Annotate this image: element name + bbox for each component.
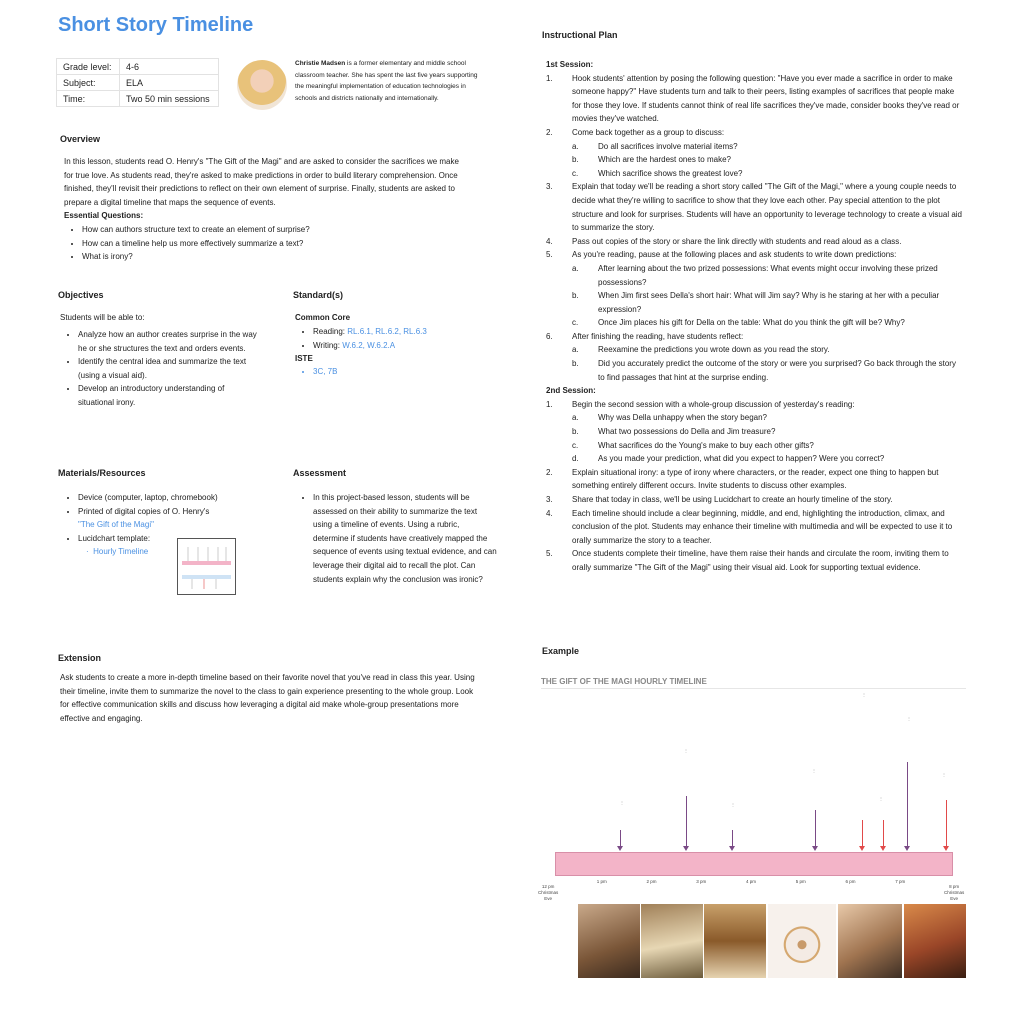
extension-heading: Extension [58, 653, 102, 663]
writing-label: Writing: [313, 340, 343, 350]
substep-text: Reexamine the predictions you wrote down as you read the story. [598, 345, 830, 355]
iste-heading: ISTE [295, 354, 313, 363]
plan-substep [546, 411, 964, 425]
timeline-arrow [686, 796, 687, 846]
step-text: Explain situational irony: a type of irony where characters, or the reader, expect one thing to happen but something entirely different occurs. Invite students to discuss other examples. [572, 467, 939, 491]
example-heading: Example [542, 646, 580, 656]
list-item [313, 325, 503, 339]
list-item: • What is irony? [82, 250, 482, 264]
arrowhead [683, 846, 689, 851]
overview-heading: Overview [60, 134, 101, 144]
info-label: Grade level: [57, 59, 120, 75]
substep-letter: a. [572, 345, 579, 355]
info-label: Time: [57, 91, 120, 107]
info-value: ELA [120, 75, 219, 91]
overview-text: In this lesson, students read O. Henry's "The Gift of the Magi" and are asked to consider the sacrifices we make for true love. As students read, they're asked to make predictions in order to build literary comprehension. Once finished, they'll revisit their predictions to reflect on their own element of surprise. Finally, students are asked to prepare a digital timeline that maps the sequence of events. [64, 157, 459, 207]
info-row [57, 75, 219, 91]
hour-tick-label: 5 pm [795, 879, 806, 884]
plan-substep [546, 140, 964, 154]
timeline-arrow [815, 810, 816, 846]
substep-text: Which sacrifice shows the greatest love? [598, 168, 743, 178]
story-illustration [641, 904, 703, 978]
arrowhead [859, 846, 865, 851]
hour-tick-label: 4 pm [746, 879, 757, 884]
info-row [57, 59, 219, 75]
step-number: 1. [546, 73, 553, 83]
step-text: Pass out copies of the story or share the link directly with students and read aloud as a class. [572, 236, 902, 246]
session-2-list [546, 398, 964, 575]
list-item: • Identify the central idea and summarize the text (using a visual aid). [78, 355, 262, 382]
timeline-end-label: 8 pm Christmas Eve [944, 884, 965, 901]
story-illustration [838, 904, 902, 978]
timeline-arrow [907, 762, 908, 846]
event-note: ⋮ [862, 692, 866, 697]
iste-standards-link[interactable]: • 3C, 7B [313, 365, 493, 379]
story-illustration [704, 904, 766, 978]
author-bio [295, 58, 480, 104]
step-text: Once students complete their timeline, have them raise their hands and circulate the room, inviting them to orally summarize "The Gift of the Magi" using their visual aid. Look for supporting textual evidence. [572, 549, 949, 572]
hour-tick-label: 6 pm [845, 879, 856, 884]
timeline-arrow [862, 820, 863, 846]
step-number: 5. [546, 250, 553, 260]
essential-questions-heading: Essential Questions: [64, 211, 144, 220]
substep-letter: d. [572, 454, 579, 464]
step-text: Come back together as a group to discuss: [572, 127, 725, 137]
substep-text: Do all sacrifices involve material items? [598, 141, 738, 151]
timeline-arrow [883, 820, 884, 846]
list-item: • Analyze how an author creates surprise in the way he or she structures the text and orders events. [78, 328, 262, 355]
session-2-heading: 2nd Session: [546, 386, 596, 396]
timeline-start-label: 12 pm Christmas Eve [538, 884, 559, 901]
plan-step [546, 248, 964, 262]
arrowhead [812, 846, 818, 851]
list-item: • In this project-based lesson, students will be assessed on their ability to summarize the text using a timeline of events. Using a rubric, determine if students have creatively mapped the sequence of events using textual evidence, and can leverage their digital aid to recall the plot. Can students explain why the conclusion was ironic? [313, 491, 497, 586]
plan-step [546, 507, 964, 548]
step-number: 1. [546, 399, 553, 409]
extension-text: Ask students to create a more in-depth timeline based on their favorite novel that you've read in class this year. Using their timeline, invite them to summarize the novel to the class to gain experience presenting to the whole group. Look for effective communication skills and discuss how leveraging a digital aid make whole-group presentations more effective and engaging. [60, 673, 475, 723]
event-note: ⋮ [907, 716, 911, 721]
story-illustration [578, 904, 640, 978]
plan-substep [546, 343, 964, 357]
info-label: Subject: [57, 75, 120, 91]
iste-list [297, 365, 493, 379]
list-item: • How can a timeline help us more effectively summarize a text? [82, 237, 482, 251]
plan-substep [546, 452, 964, 466]
author-bio-text: is a former elementary and middle school classroom teacher. She has spent the last five years supporting the meaningful implementation of education technologies in schools and districts nationally and internationally. [295, 60, 478, 102]
list-item [78, 505, 258, 532]
step-text: As you're reading, pause at the following places and ask students to write down predictions: [572, 250, 897, 260]
assessment-list [297, 491, 497, 586]
timeline-bar [555, 852, 953, 876]
plan-step [546, 72, 964, 126]
reading-standards-link[interactable]: RL.6.1, RL.6.2, RL.6.3 [347, 327, 427, 336]
hour-tick-label: 1 pm [596, 879, 607, 884]
plan-step [546, 330, 964, 344]
list-item: • Device (computer, laptop, chromebook) [78, 491, 258, 505]
event-note: ⋮ [620, 800, 624, 805]
substep-letter: a. [572, 413, 579, 423]
substep-text: What two possessions do Della and Jim treasure? [598, 427, 776, 437]
plan-substep [546, 262, 964, 289]
plan-step [546, 466, 964, 493]
lesson-info-table [56, 58, 219, 107]
step-number: 3. [546, 495, 553, 504]
objectives-heading: Objectives [58, 290, 104, 300]
substep-letter: a. [572, 263, 579, 273]
substep-letter: c. [572, 168, 579, 178]
timeline-arrow [732, 830, 733, 846]
hourly-timeline-link[interactable]: · Hourly Timeline [86, 547, 149, 556]
timeline-divider [541, 688, 966, 689]
plan-substep [546, 153, 964, 167]
instructional-plan-heading: Instructional Plan [542, 30, 618, 40]
author-name: Christie Madsen [295, 60, 346, 67]
step-text: Explain that today we'll be reading a short story called "The Gift of the Magi," where a young couple needs to decide what they're willing to sacrifice to show that they love each other. Pay special attention to the plot structure and look for surprises. Students will have an opportunity to leverage technology to create a visual aid to summarize the story. [572, 182, 962, 233]
substep-letter: b. [572, 427, 579, 437]
event-note: ⋮ [879, 796, 883, 801]
plan-step [546, 235, 964, 249]
common-core-heading: Common Core [295, 313, 351, 322]
plan-step [546, 180, 964, 234]
step-number: 2. [546, 467, 553, 477]
plan-step [546, 547, 964, 574]
step-number: 4. [546, 508, 553, 518]
thumbnail-graphic [178, 539, 235, 594]
step-text: Hook students' attention by posing the following question: "Have you ever made a sacrifice in order to make someone happy?" Have students turn and talk to their peers, listing examples of sacrifices that people make for those they love. If students cannot think of real life sacrifices they've made, consider books they've read or movies they've watched. [572, 73, 960, 124]
timeline-arrow [620, 830, 621, 846]
info-value: Two 50 min sessions [120, 91, 219, 107]
hour-tick-label: 7 pm [895, 879, 906, 884]
substep-letter: a. [572, 141, 579, 151]
page-title: Short Story Timeline [58, 14, 254, 36]
story-illustration [904, 904, 966, 978]
story-link[interactable]: "The Gift of the Magi" [78, 520, 154, 530]
objectives-intro: Students will be able to: [60, 313, 145, 322]
substep-letter: b. [572, 155, 579, 165]
timeline-arrow [946, 800, 947, 846]
event-note: ⋮ [731, 802, 735, 807]
substep-text: After learning about the two prized possessions: What events might occur involving these prized possessions? [598, 263, 938, 287]
session-1-heading: 1st Session: [546, 60, 594, 69]
step-text: Share that today in class, we'll be using Lucidchart to create an hourly timeline of the story. [572, 495, 893, 504]
reading-label: Reading: [313, 327, 348, 336]
timeline-template-thumbnail[interactable] [177, 538, 236, 595]
instructional-plan-body [546, 58, 964, 575]
plan-substep [546, 167, 964, 181]
step-text: After finishing the reading, have students reflect: [572, 331, 744, 341]
info-row [57, 91, 219, 107]
step-text: Each timeline should include a clear beginning, middle, and end, highlighting the introduction, climax, and conclusion of the plot. Students may enhance their timeline with multimedia and will be expected to use it to orally summarize the story to a teacher. [572, 508, 953, 545]
substep-text: Did you accurately predict the outcome of the story or were you surprised? Go back through the story to find passages that hint at the surprise ending. [598, 359, 956, 382]
step-number: 4. [546, 236, 553, 246]
arrowhead [943, 846, 949, 851]
plan-substep [546, 357, 964, 384]
plan-substep [546, 289, 964, 316]
substep-text: Why was Della unhappy when the story began? [598, 413, 767, 423]
pocket-watch-chain-image [768, 904, 836, 978]
substep-letter: b. [572, 359, 579, 369]
author-avatar [237, 60, 287, 110]
substep-text: As you made your prediction, what did you expect to happen? Were you correct? [598, 454, 885, 464]
list-item: • Develop an introductory understanding of situational irony. [78, 382, 262, 409]
timeline-title: THE GIFT OF THE MAGI HOURLY TIMELINE [541, 677, 707, 686]
session-1-list [546, 72, 964, 385]
event-note: ⋮ [812, 768, 816, 773]
common-core-list [297, 325, 503, 352]
list-item: • How can authors structure text to create an element of surprise? [82, 223, 482, 237]
step-number: 3. [546, 182, 553, 192]
printed-text: Printed of digital copies of O. Henry's [78, 506, 210, 516]
step-number: 2. [546, 127, 553, 137]
arrowhead [729, 846, 735, 851]
materials-heading: Materials/Resources [58, 468, 146, 478]
substep-text: Which are the hardest ones to make? [598, 155, 731, 165]
writing-standards-link[interactable]: W.6.2, W.6.2.A [342, 340, 396, 350]
essential-questions-list [66, 223, 482, 264]
event-note: ⋮ [942, 772, 946, 777]
step-text: Begin the second session with a whole-group discussion of yesterday's reading: [572, 399, 855, 409]
list-item [313, 339, 503, 353]
standards-heading: Standard(s) [293, 290, 344, 300]
hour-tick-label: 2 pm [646, 879, 657, 884]
list-item: • Lucidchart template: [78, 532, 258, 546]
arrowhead [880, 846, 886, 851]
substep-letter: c. [572, 318, 579, 328]
hour-tick-label: 3 pm [696, 879, 707, 884]
plan-step [546, 493, 964, 507]
plan-substep [546, 439, 964, 453]
substep-letter: b. [572, 291, 579, 301]
event-note: ⋮ [684, 748, 688, 753]
substep-text: Once Jim places his gift for Della on the table: What do you think the gift will be? Why? [598, 318, 905, 328]
template-link-text: Hourly Timeline [93, 547, 149, 556]
assessment-heading: Assessment [293, 468, 347, 478]
plan-substep [546, 316, 964, 330]
step-number: 5. [546, 549, 553, 559]
plan-step [546, 126, 964, 140]
info-value: 4-6 [120, 59, 219, 75]
substep-text: When Jim first sees Della's short hair: What will Jim say? Why is he staring at her with a peculiar expression? [598, 291, 940, 314]
plan-step [546, 398, 964, 412]
arrowhead [904, 846, 910, 851]
plan-substep [546, 425, 964, 439]
substep-text: What sacrifices do the Young's make to buy each other gifts? [598, 440, 814, 450]
arrowhead [617, 846, 623, 851]
substep-letter: c. [572, 440, 579, 450]
objectives-list [62, 328, 262, 410]
step-number: 6. [546, 331, 553, 341]
